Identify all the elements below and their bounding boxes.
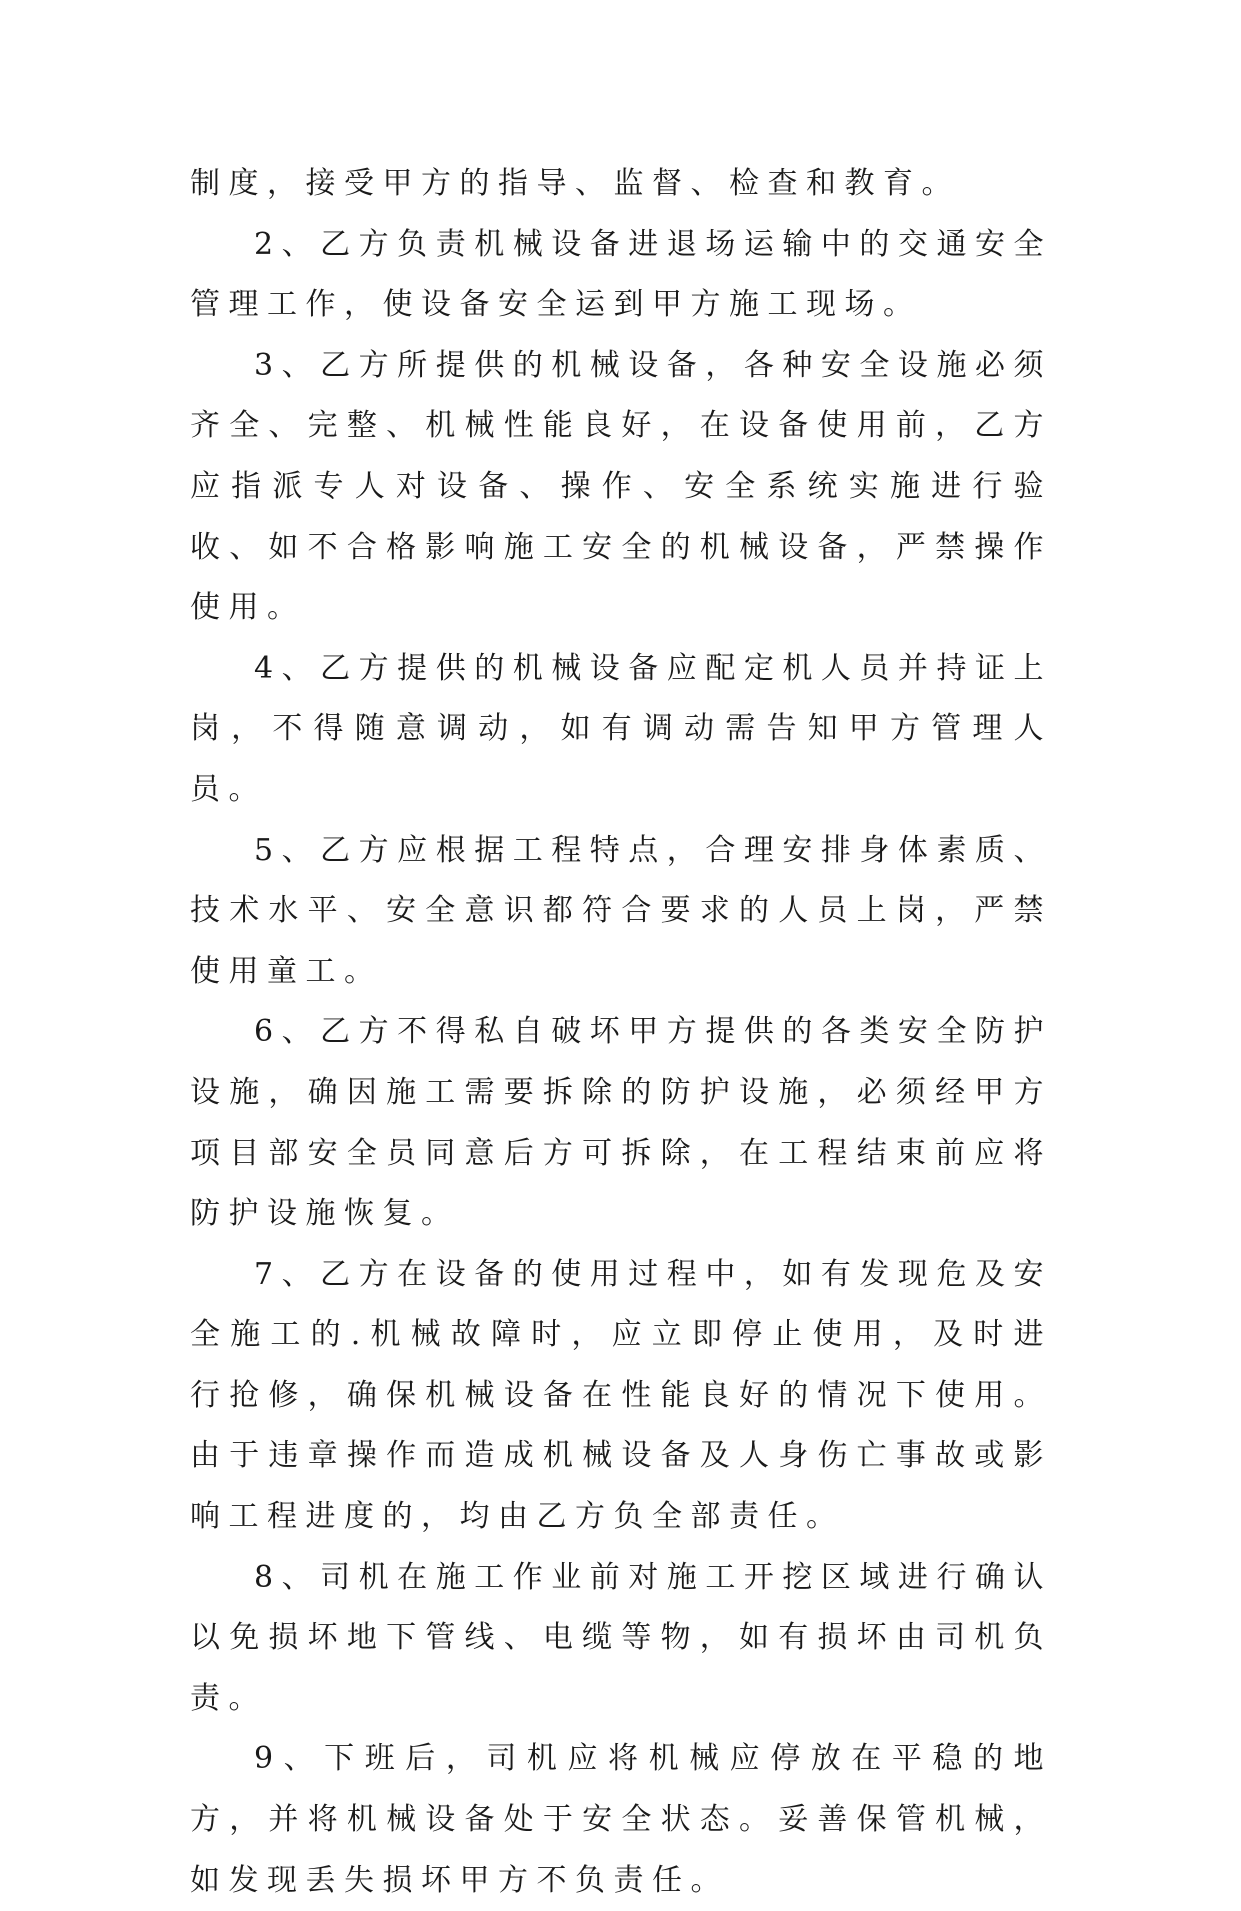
- paragraph-item-6: 6、乙方不得私自破坏甲方提供的各类安全防护设施，确因施工需要拆除的防护设施，必须经甲方项目部安全员同意后方可拆除，在工程结束前应将防护设施恢复。: [190, 1014, 1052, 1232]
- paragraph-item-3: 3、乙方所提供的机械设备，各种安全设施必须齐全、完整、机械性能良好，在设备使用前，乙方应指派专人对设备、操作、安全系统实施进行验收、如不合格影响施工安全的机械设备，严禁操作使用。: [190, 347, 1052, 626]
- paragraph-item-4: 4、乙方提供的机械设备应配定机人员并持证上岗，不得随意调动，如有调动需告知甲方管理人员。: [190, 650, 1052, 807]
- paragraph-item-7: 7、乙方在设备的使用过程中，如有发现危及安全施工的.机械故障时，应立即停止使用，及时进行抢修，确保机械设备在性能良好的情况下使用。由于违章操作而造成机械设备及人身伤亡事故或影响工程进度的，均由乙方负全部责任。: [190, 1256, 1052, 1535]
- document-body: [190, 154, 1052, 1911]
- paragraph-item-9: 9、下班后，司机应将机械应停放在平稳的地方，并将机械设备处于安全状态。妥善保管机械，如发现丢失损坏甲方不负责任。: [190, 1741, 1052, 1898]
- paragraph-continuation: 制度，接受甲方的指导、监督、检查和教育。: [190, 166, 960, 201]
- paragraph-item-2: 2、乙方负责机械设备进退场运输中的交通安全管理工作，使设备安全运到甲方施工现场。: [190, 226, 1052, 323]
- paragraph-item-8: 8、司机在施工作业前对施工开挖区域进行确认以免损坏地下管线、电缆等物，如有损坏由司机负责。: [190, 1559, 1052, 1716]
- paragraph-item-5: 5、乙方应根据工程特点，合理安排身体素质、技术水平、安全意识都符合要求的人员上岗，严禁使用童工。: [190, 832, 1052, 989]
